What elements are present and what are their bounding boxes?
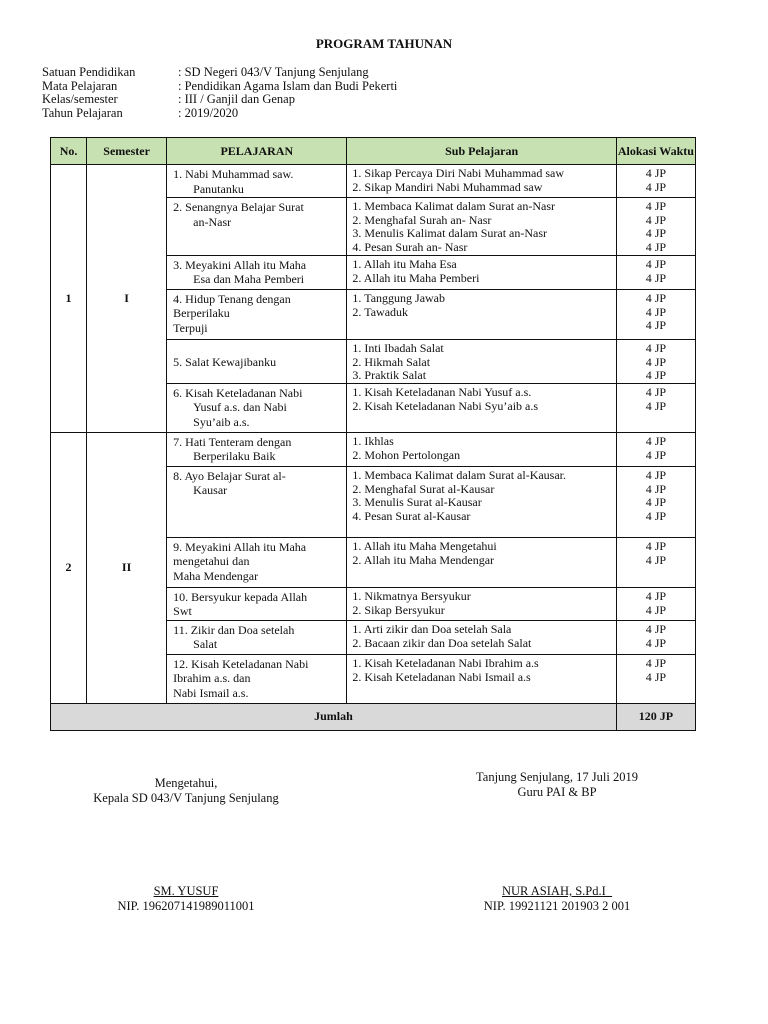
cell-sub-pelajaran <box>347 289 616 339</box>
cell-pelajaran <box>167 165 347 198</box>
cell-alokasi <box>616 383 695 432</box>
cell-pelajaran <box>167 432 347 466</box>
header-alokasi: Alokasi Waktu <box>616 138 695 165</box>
meta-value: : III / Ganjil dan Genap <box>178 92 295 106</box>
table-row <box>51 165 696 198</box>
alokasi-line: 4 JP <box>645 509 667 524</box>
alokasi-line: 4 JP <box>645 304 667 319</box>
sub-pelajaran-line: 4. Pesan Surah an- Nasr <box>352 240 468 255</box>
sub-pelajaran-line: 2. Kisah Keteladanan Nabi Syu’aib a.s <box>352 398 539 413</box>
pelajaran-line: 12. Kisah Keteladanan Nabi <box>173 656 309 671</box>
alokasi-line: 4 JP <box>645 588 667 603</box>
sub-pelajaran-line: 2. Sikap Bersyukur <box>352 602 445 617</box>
cell-semester: I <box>87 165 167 433</box>
sub-pelajaran-line: 1. Membaca Kalimat dalam Surat al-Kausar. <box>352 467 567 482</box>
header-sub-pelajaran: Sub Pelajaran <box>347 138 616 165</box>
alokasi-line: 4 JP <box>645 318 667 333</box>
sub-pelajaran-line: 2. Mohon Pertolongan <box>352 447 461 462</box>
alokasi-line: 4 JP <box>645 226 667 241</box>
sub-pelajaran-line: 1. Kisah Keteladanan Nabi Ibrahim a.s <box>352 655 539 670</box>
alokasi-line: 4 JP <box>645 212 667 227</box>
sub-pelajaran-line: 3. Menulis Kalimat dalam Surat an-Nasr <box>352 226 548 241</box>
cell-alokasi <box>616 537 695 587</box>
cell-pelajaran <box>167 289 347 339</box>
alokasi-line: 4 JP <box>645 256 667 271</box>
pelajaran-line: 8. Ayo Belajar Surat al- <box>173 468 286 483</box>
header-no: No. <box>51 138 87 165</box>
alokasi-line: 4 JP <box>645 384 667 399</box>
sig-left-name: SM. YUSUF <box>153 884 219 898</box>
pelajaran-line: 1. Nabi Muhammad saw. <box>173 167 294 181</box>
meta-label: Satuan Pendidikan <box>42 65 136 79</box>
cell-sub-pelajaran <box>347 198 616 256</box>
sub-pelajaran-line: 4. Pesan Surat al-Kausar <box>352 509 471 524</box>
alokasi-line: 4 JP <box>645 467 667 482</box>
sub-pelajaran-line: 1. Arti zikir dan Doa setelah Sala <box>352 621 512 636</box>
pelajaran-line: Yusuf a.s. dan Nabi <box>193 400 287 415</box>
header-semester: Semester <box>87 138 167 165</box>
sub-pelajaran-line: 1. Ikhlas <box>352 433 394 448</box>
meta-value: : SD Negeri 043/V Tanjung Senjulang <box>178 65 369 79</box>
sig-right-nip: NIP. 19921121 201903 2 001 <box>483 899 631 913</box>
pelajaran-line: Kausar <box>193 483 228 498</box>
meta-row <box>42 66 397 80</box>
pelajaran-line: 11. Zikir dan Doa setelah <box>173 622 295 637</box>
sub-pelajaran-line: 1. Nikmatnya Bersyukur <box>352 588 471 603</box>
pelajaran-line: 6. Kisah Keteladanan Nabi <box>173 385 303 400</box>
cell-sub-pelajaran <box>347 165 616 198</box>
table-body <box>51 165 696 731</box>
sig-right-name: NUR ASIAH, S.Pd.I_ <box>501 884 613 898</box>
alokasi-line: 4 JP <box>645 655 667 670</box>
table-row <box>51 432 696 466</box>
cell-alokasi <box>616 198 695 256</box>
sub-pelajaran-line: 1. Allah itu Maha Mengetahui <box>352 538 497 553</box>
pelajaran-line: mengetahui dan <box>173 554 250 569</box>
cell-alokasi <box>616 654 695 703</box>
meta-label: Mata Pelajaran <box>42 78 118 93</box>
pelajaran-line: Berperilaku <box>173 306 230 321</box>
cell-alokasi <box>616 339 695 383</box>
meta-row <box>42 80 397 94</box>
sub-pelajaran-line: 3. Menulis Surat al-Kausar <box>352 495 482 510</box>
meta-row <box>42 107 397 121</box>
cell-sub-pelajaran <box>347 587 616 620</box>
alokasi-line: 4 JP <box>645 481 667 496</box>
alokasi-line: 4 JP <box>645 166 667 180</box>
cell-alokasi <box>616 466 695 537</box>
pelajaran-line: an-Nasr <box>193 214 232 229</box>
pelajaran-line: Panutanku <box>193 181 244 196</box>
meta-value: : Pendidikan Agama Islam dan Budi Pekerti <box>178 78 398 93</box>
pelajaran-line: Nabi Ismail a.s. <box>173 685 249 700</box>
pelajaran-line: Berperilaku Baik <box>193 449 276 464</box>
sub-pelajaran-line: 2. Kisah Keteladanan Nabi Ismail a.s <box>352 669 531 684</box>
sub-pelajaran-line: 2. Allah itu Maha Pemberi <box>352 270 480 285</box>
alokasi-line: 4 JP <box>645 635 667 650</box>
cell-alokasi <box>616 587 695 620</box>
alokasi-line: 4 JP <box>645 447 667 462</box>
pelajaran-line: Esa dan Maha Pemberi <box>193 272 305 287</box>
sub-pelajaran-line: 2. Tawaduk <box>352 304 409 319</box>
alokasi-line: 4 JP <box>645 602 667 617</box>
cell-sub-pelajaran <box>347 466 616 537</box>
alokasi-line: 4 JP <box>645 495 667 510</box>
cell-sub-pelajaran <box>347 383 616 432</box>
sig-left-line2: Kepala SD 043/V Tanjung Senjulang <box>93 791 279 805</box>
sub-pelajaran-line: 1. Kisah Keteladanan Nabi Yusuf a.s. <box>352 384 532 399</box>
alokasi-line: 4 JP <box>645 538 667 553</box>
meta-value: : 2019/2020 <box>178 105 239 120</box>
sub-pelajaran-line: 2. Sikap Mandiri Nabi Muhammad saw <box>352 179 543 194</box>
pelajaran-line: 9. Meyakini Allah itu Maha <box>173 539 307 554</box>
pelajaran-line: 2. Senangnya Belajar Surat <box>173 200 304 214</box>
cell-pelajaran <box>167 383 347 432</box>
alokasi-line: 4 JP <box>645 179 667 194</box>
cell-no: 1 <box>51 165 87 433</box>
cell-pelajaran <box>167 587 347 620</box>
sub-pelajaran-line: 1. Sikap Percaya Diri Nabi Muhammad saw <box>352 166 565 180</box>
meta-label: Kelas/semester <box>42 92 118 106</box>
alokasi-line: 4 JP <box>645 368 667 383</box>
sub-pelajaran-line: 2. Hikmah Salat <box>352 354 431 369</box>
alokasi-line: 4 JP <box>645 552 667 567</box>
pelajaran-line: Salat <box>193 637 218 652</box>
cell-pelajaran <box>167 339 347 383</box>
sub-pelajaran-line: 1. Allah itu Maha Esa <box>352 256 457 271</box>
cell-pelajaran <box>167 255 347 289</box>
sig-left-line1: Mengetahui, <box>154 776 218 790</box>
cell-alokasi <box>616 255 695 289</box>
alokasi-line: 4 JP <box>645 433 667 448</box>
alokasi-line: 4 JP <box>645 199 667 213</box>
pelajaran-line: Swt <box>173 604 192 619</box>
cell-sub-pelajaran <box>347 255 616 289</box>
sub-pelajaran-line: 1. Inti Ibadah Salat <box>352 340 444 355</box>
cell-sub-pelajaran <box>347 432 616 466</box>
cell-alokasi <box>616 620 695 654</box>
sub-pelajaran-line: 2. Allah itu Maha Mendengar <box>352 552 495 567</box>
pelajaran-line: Maha Mendengar <box>173 568 259 583</box>
table-header-row <box>51 138 696 165</box>
sub-pelajaran-line: 2. Menghafal Surat al-Kausar <box>352 481 495 496</box>
cell-alokasi <box>616 432 695 466</box>
pelajaran-line: 4. Hidup Tenang dengan <box>173 291 291 306</box>
cell-alokasi <box>616 289 695 339</box>
alokasi-line: 4 JP <box>645 340 667 355</box>
page-title: PROGRAM TAHUNAN <box>315 36 453 51</box>
total-row <box>51 703 696 730</box>
alokasi-line: 4 JP <box>645 669 667 684</box>
pelajaran-line: 7. Hati Tenteram dengan <box>173 434 292 449</box>
total-value: 120 JP <box>616 703 695 730</box>
signature-left <box>60 776 312 914</box>
meta-label: Tahun Pelajaran <box>42 105 123 120</box>
pelajaran-line: Terpuji <box>173 320 208 335</box>
alokasi-line: 4 JP <box>645 270 667 285</box>
alokasi-line: 4 JP <box>645 240 667 255</box>
total-label: Jumlah <box>51 703 617 730</box>
cell-alokasi <box>616 165 695 198</box>
signature-right <box>472 770 642 914</box>
cell-sub-pelajaran <box>347 537 616 587</box>
alokasi-line: 4 JP <box>645 398 667 413</box>
pelajaran-line: 5. Salat Kewajibanku <box>173 355 277 370</box>
cell-sub-pelajaran <box>347 339 616 383</box>
cell-pelajaran <box>167 198 347 256</box>
cell-no: 2 <box>51 432 87 703</box>
sig-right-line2: Guru PAI & BP <box>517 785 597 799</box>
pelajaran-line: Syu’aib a.s. <box>193 414 250 429</box>
cell-pelajaran <box>167 466 347 537</box>
meta-row <box>42 93 397 107</box>
header-pelajaran: PELAJARAN <box>167 138 347 165</box>
pelajaran-line: 10. Bersyukur kepada Allah <box>173 589 308 604</box>
cell-sub-pelajaran <box>347 654 616 703</box>
cell-pelajaran <box>167 620 347 654</box>
sig-left-nip: NIP. 196207141989011001 <box>117 899 255 913</box>
sub-pelajaran-line: 2. Bacaan zikir dan Doa setelah Salat <box>352 635 532 650</box>
alokasi-line: 4 JP <box>645 354 667 369</box>
cell-pelajaran <box>167 654 347 703</box>
cell-semester: II <box>87 432 167 703</box>
sub-pelajaran-line: 3. Praktik Salat <box>352 368 427 383</box>
program-table <box>50 137 696 731</box>
sub-pelajaran-line: 1. Membaca Kalimat dalam Surat an-Nasr <box>352 199 556 213</box>
sub-pelajaran-line: 1. Tanggung Jawab <box>352 290 446 305</box>
pelajaran-line: 3. Meyakini Allah itu Maha <box>173 257 307 272</box>
alokasi-line: 4 JP <box>645 290 667 305</box>
sub-pelajaran-line: 2. Menghafal Surah an- Nasr <box>352 212 492 227</box>
pelajaran-line: Ibrahim a.s. dan <box>173 671 251 686</box>
alokasi-line: 4 JP <box>645 621 667 636</box>
document-meta <box>42 66 397 120</box>
cell-pelajaran <box>167 537 347 587</box>
cell-sub-pelajaran <box>347 620 616 654</box>
sig-right-line1: Tanjung Senjulang, 17 Juli 2019 <box>476 770 638 784</box>
